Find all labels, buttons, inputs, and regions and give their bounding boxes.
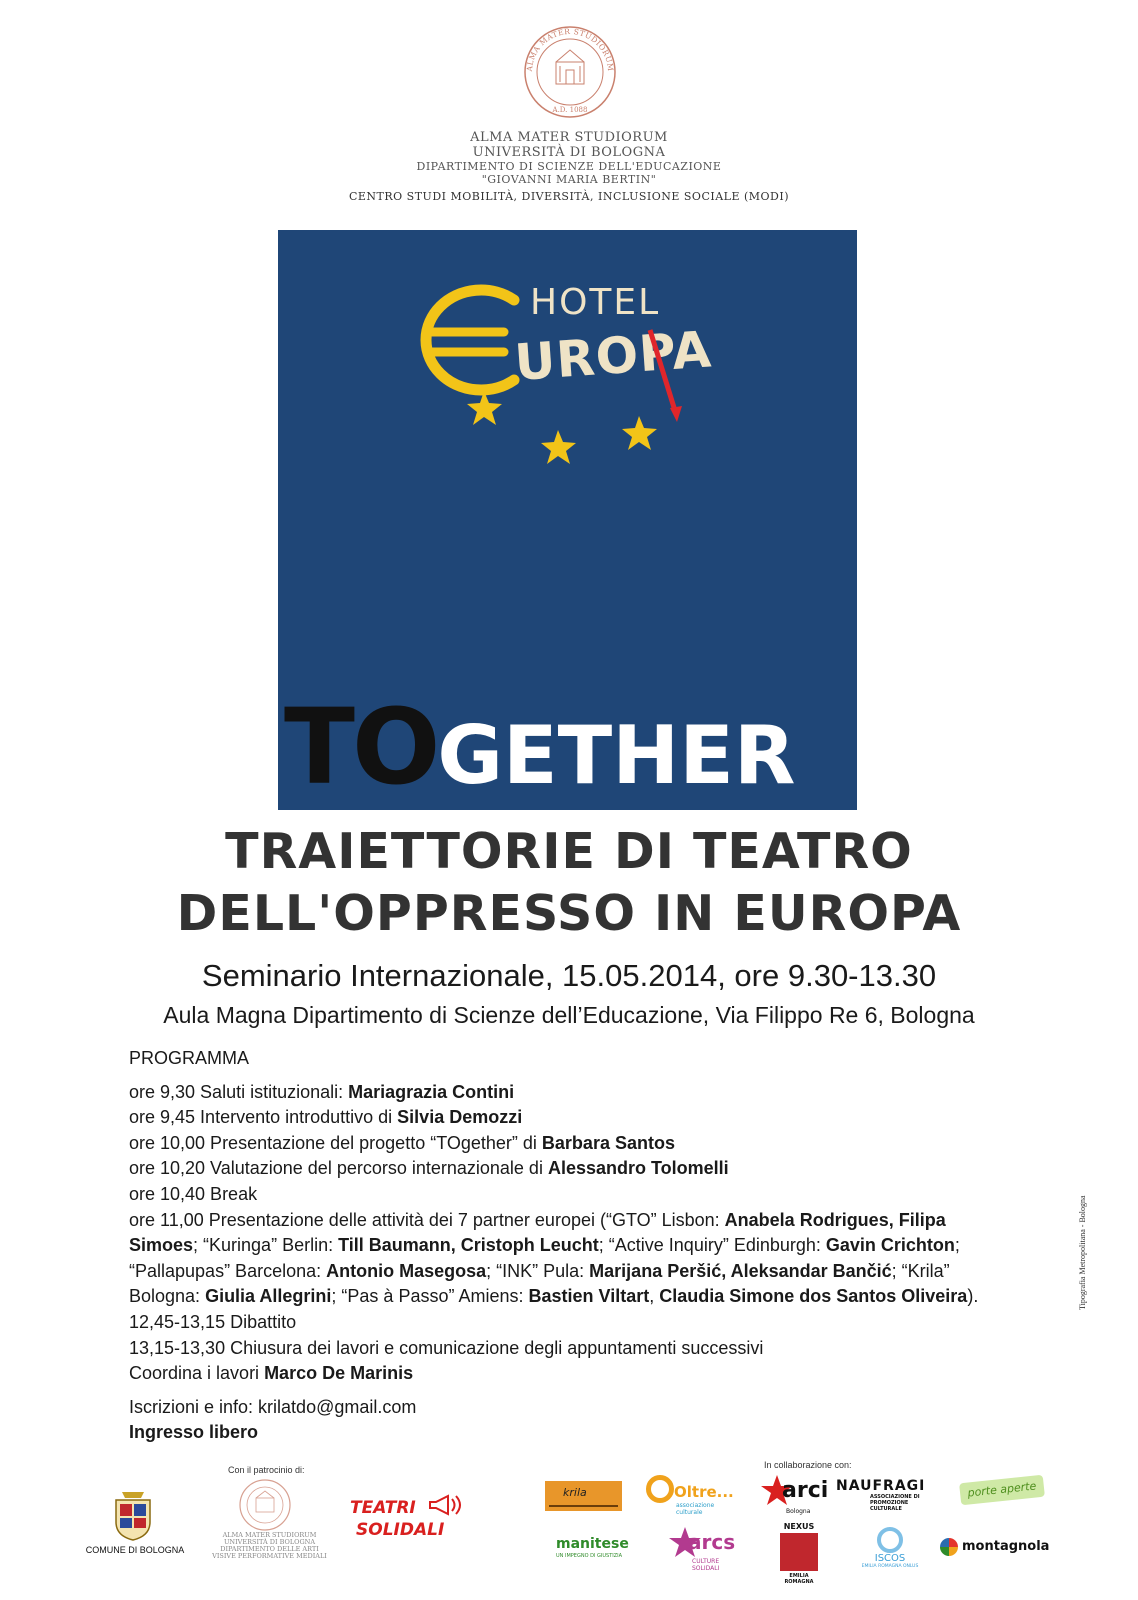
krila-label: krila <box>563 1486 587 1499</box>
oltre-label: Oltre... <box>674 1483 734 1501</box>
hotel-word: HOTEL <box>530 282 661 323</box>
arci-label: arci <box>782 1478 829 1503</box>
free-entry-text: Ingresso libero <box>129 1422 259 1443</box>
nexus-square-icon <box>780 1533 818 1571</box>
item-text: ; “Pallapupas” Barcelona: <box>129 1235 960 1281</box>
oltre-sub: associazione culturale <box>676 1502 715 1516</box>
programme-item <box>129 1105 1019 1131</box>
unibo-seal-logo <box>238 1478 292 1532</box>
arci-sub: Bologna <box>786 1508 811 1515</box>
programme-partners-item <box>129 1208 1019 1310</box>
title-line-2: DELL'OPPRESSO IN EUROPA <box>176 885 962 942</box>
europa-word: UROPA <box>512 320 714 392</box>
speaker-name: Marco De Marinis <box>264 1363 414 1384</box>
montagnola-label: montagnola <box>962 1539 1050 1554</box>
oltre-swirl-icon <box>646 1475 674 1503</box>
programme-title: PROGRAMMA <box>129 1048 250 1068</box>
item-text: Coordina i lavori <box>129 1363 265 1384</box>
speaker-name: Bastien Viltart <box>528 1286 650 1307</box>
speaker-name: Alessandro Tolomelli <box>547 1158 729 1179</box>
manitese-label: manitese <box>556 1536 629 1552</box>
title-line-1: TRAIETTORIE DI TEATRO <box>225 823 913 880</box>
iscos-logo <box>860 1527 920 1577</box>
speaker-name: Barbara Santos <box>541 1132 675 1153</box>
oltre-logo <box>646 1475 741 1515</box>
item-text: ; “Kuringa” Berlin: <box>193 1235 339 1256</box>
montagnola-logo <box>940 1536 1050 1558</box>
seal-arc-text: ALMA MATER STUDIORUM <box>524 26 616 72</box>
comune-crest-logo <box>108 1490 158 1542</box>
teatri-line-1: TEATRI <box>350 1498 416 1518</box>
nexus-label: NEXUS <box>783 1522 815 1531</box>
item-text: ). <box>967 1286 979 1307</box>
speaker-name: Marijana Peršić, Aleksandar Bančić <box>589 1260 892 1281</box>
iscos-label: ISCOS <box>874 1553 906 1564</box>
programme-item <box>129 1156 1019 1182</box>
star-icon <box>467 391 502 425</box>
header-line-1: ALMA MATER STUDIORUM <box>470 130 668 145</box>
speaker-name: Silvia Demozzi <box>397 1107 523 1128</box>
speaker-name: Gavin Crichton <box>825 1235 955 1256</box>
speaker-name: Mariagrazia Contini <box>348 1081 515 1102</box>
programme-item <box>129 1361 1019 1387</box>
header-research-centre: CENTRO STUDI MOBILITÀ, DIVERSITÀ, INCLUSIONE SOCIALE (MODI) <box>348 190 790 203</box>
university-seal-logo <box>522 24 618 120</box>
programme-item <box>129 1182 1019 1208</box>
naufragi-logo <box>836 1478 926 1518</box>
programme <box>129 1046 1019 1446</box>
star-icon <box>622 416 657 450</box>
seal-year: A.D. 1088 <box>552 106 588 114</box>
registration-info: Iscrizioni e info: krilatdo@gmail.com <box>129 1396 417 1417</box>
item-text: ore 10,40 Break <box>129 1183 258 1204</box>
krila-logo <box>545 1481 622 1511</box>
venue-address: Aula Magna Dipartimento di Scienze dell’Educazione, Via Filippo Re 6, Bologna <box>163 1002 975 1028</box>
seminar-date: Seminario Internazionale, 15.05.2014, ore 9.30-13.30 <box>201 958 937 993</box>
item-text: ore 11,00 Presentazione delle attività dei 7 partner europei (“GTO” Lisbon: <box>129 1209 725 1230</box>
header-department-name: "GIOVANNI MARIA BERTIN" <box>481 173 657 186</box>
speaker-name: Till Baumann, Cristoph Leucht <box>338 1235 599 1256</box>
manitese-logo <box>556 1536 636 1566</box>
item-text: , <box>649 1286 660 1307</box>
arcs-logo <box>668 1526 748 1570</box>
iscos-circle-icon <box>877 1527 903 1553</box>
naufragi-sub: ASSOCIAZIONE DI PROMOZIONE CULTURALE <box>870 1494 920 1512</box>
iscos-sub: EMILIA ROMAGNA ONLUS <box>861 1564 919 1569</box>
porte-aperte-label: porte aperte <box>967 1479 1037 1500</box>
together-logo <box>284 682 854 810</box>
together-to: TO <box>284 686 438 808</box>
unibo-line: DIPARTIMENTO DELLE ARTI <box>220 1545 319 1553</box>
programme-item <box>129 1310 1019 1336</box>
speaker-name: Claudia Simone dos Santos Oliveira <box>659 1286 968 1307</box>
item-text: ore 10,00 Presentazione del progetto “TOgether” di <box>129 1132 542 1153</box>
star-icon <box>541 430 576 464</box>
free-entry <box>129 1420 1019 1446</box>
unibo-line: VISIVE PERFORMATIVE MEDIALI <box>212 1552 327 1560</box>
unibo-line: ALMA MATER STUDIORUM <box>222 1531 317 1539</box>
arcs-label: arcs <box>688 1530 736 1554</box>
unibo-line: UNIVERSITÀ DI BOLOGNA <box>223 1538 316 1546</box>
together-gether: GETHER <box>437 709 796 802</box>
header-department: DIPARTIMENTO DI SCIENZE DELL'EDUCAZIONE <box>416 160 722 173</box>
item-text: ore 9,45 Intervento introduttivo di <box>129 1107 398 1128</box>
programme-item <box>129 1131 1019 1157</box>
hotel-europa-artwork <box>278 230 857 690</box>
programme-item <box>129 1336 1019 1362</box>
nexus-sub: EMILIA ROMAGNA <box>784 1573 814 1585</box>
item-text: 13,15-13,30 Chiusura dei lavori e comunicazione degli appuntamenti successivi <box>129 1337 764 1358</box>
item-text: 12,45-13,15 Dibattito <box>129 1311 297 1332</box>
collaboration-label: In collaborazione con: <box>764 1460 852 1470</box>
euro-sign-icon <box>426 290 514 390</box>
montagnola-icon <box>940 1538 958 1556</box>
item-text: ; “Krila” Bologna: <box>129 1260 950 1307</box>
unibo-footer-text <box>212 1532 327 1560</box>
arcs-sub: CULTURE SOLIDALI <box>692 1558 720 1572</box>
manitese-sub: UN IMPEGNO DI GIUSTIZIA <box>556 1553 623 1559</box>
patronage-label: Con il patrocinio di: <box>228 1465 305 1475</box>
header-line-2: UNIVERSITÀ DI BOLOGNA <box>472 145 666 160</box>
comune-label: COMUNE DI BOLOGNA <box>85 1545 185 1555</box>
printer-credit: Tipografia Metropolitana - Bologna <box>1078 1195 1087 1310</box>
porte-aperte-logo <box>959 1475 1045 1506</box>
naufragi-label: NAUFRAGI <box>836 1478 926 1494</box>
megaphone-icon <box>428 1494 462 1516</box>
hotel-europa-poster <box>278 230 857 810</box>
teatri-line-2: SOLIDALI <box>356 1520 445 1540</box>
programme-item <box>129 1080 1019 1106</box>
item-text: ore 9,30 Saluti istituzionali: <box>129 1081 349 1102</box>
item-text: ; “Active Inquiry” Edinburgh: <box>598 1235 826 1256</box>
speaker-name: Giulia Allegrini <box>205 1286 332 1307</box>
item-text: ore 10,20 Valutazione del percorso internazionale di <box>129 1158 548 1179</box>
nexus-logo <box>778 1522 820 1585</box>
speaker-name: Anabela Rodrigues, Filipa Simoes <box>129 1209 946 1256</box>
item-text: ; “INK” Pula: <box>486 1260 590 1281</box>
speaker-name: Antonio Masegosa <box>326 1260 487 1281</box>
item-text: ; “Pas à Passo” Amiens: <box>331 1286 529 1307</box>
arci-logo <box>760 1472 829 1522</box>
